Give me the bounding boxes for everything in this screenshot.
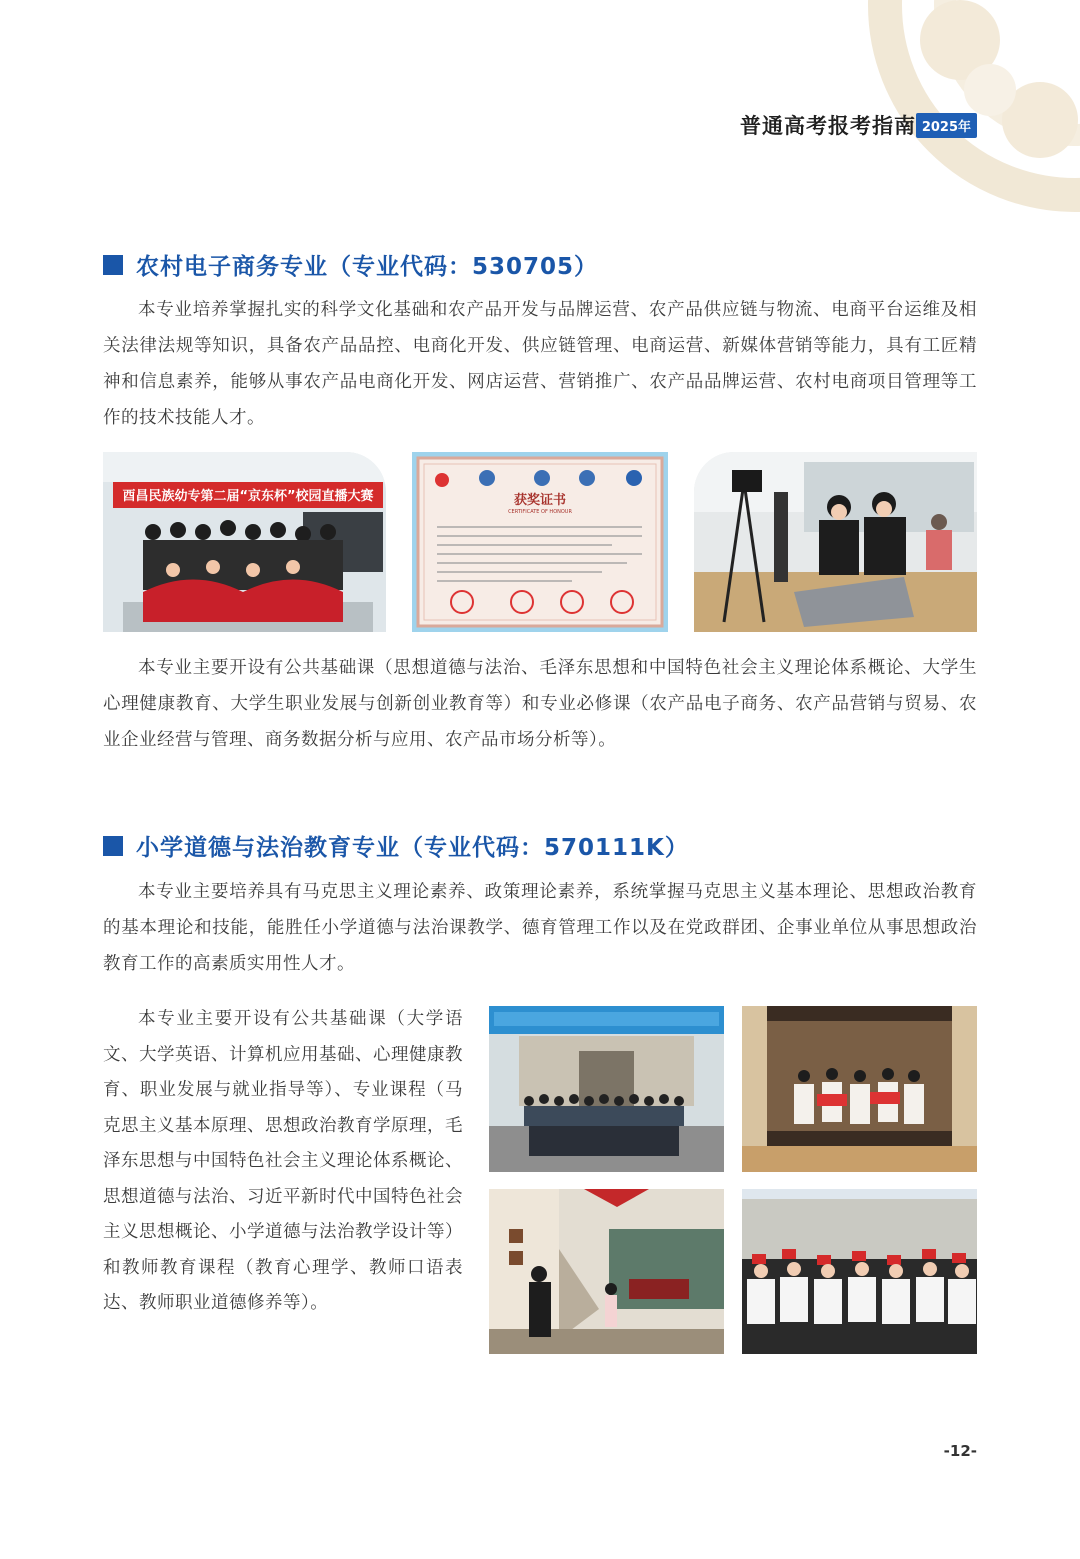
banner-text: 酉昌民族幼专第二届“京东杯”校园直播大赛 — [122, 489, 374, 504]
moral-law-intro-paragraph: 本专业主要培养具有马克思主义理论素养、政策理论素养，系统掌握马克思主义基本理论、思想政治教育的基本理论和技能，能胜任小学道德与法治课教学、德育管理工作以及在党政群团、企事业单位从事思想政治教育工作的高素质实用性人才。 — [103, 882, 977, 974]
ecommerce-intro-paragraph: 本专业培养掌握扎实的科学文化基础和农产品开发与品牌运营、农产品供应链与物流、电商平台运维及相关法律法规等知识，具备农产品品控、电商化开发、供应链管理、电商运营、新媒体营销等能力，具有工匠精神和信息素养，能够从事农产品电商化开发、网店运营、营销推广、农产品品牌运营、农村电商项目管理等工作的技术技能人才。 — [103, 300, 977, 428]
livestream-studio-photo — [694, 452, 977, 632]
section-heading-text: 农村电子商务专业（专业代码：530705） — [136, 254, 599, 280]
page-number: -12- — [943, 1442, 977, 1460]
heading-square-icon — [103, 255, 123, 275]
certificate-title: 获奖证书 — [513, 493, 567, 508]
award-certificate-photo — [412, 452, 668, 632]
guide-title: 普通高考报考指南 — [740, 114, 916, 138]
section-heading-text: 小学道德与法治教育专业（专业代码：570111K） — [136, 835, 689, 861]
school-group-photo — [489, 1006, 724, 1172]
year-badge: 2025年 — [916, 113, 977, 138]
section-heading-moral-law — [103, 829, 689, 862]
moral-law-courses-paragraph: 本专业主要开设有公共基础课（大学语文、大学英语、计算机应用基础、心理健康教育、职业发展与就业指导等）、专业课程（马克思主义基本原理、思想政治教育学原理，毛泽东思想与中国特色社会主义理论体系概论、思想道德与法治、习近平新时代中国特色社会主义思想概论、小学道德与法治教学设计等）和教师教育课程（教育心理学、教师口语表达、教师职业道德修养等）。 — [103, 1009, 463, 1313]
flag-ceremony-photo — [742, 1189, 977, 1354]
livestream-contest-photo — [103, 452, 386, 632]
certificate-subtitle: CERTIFICATE OF HONOUR — [508, 509, 572, 515]
museum-visit-photo — [489, 1189, 724, 1354]
heading-square-icon — [103, 836, 123, 856]
exhibition-hall-photo — [742, 1006, 977, 1172]
section-heading-ecommerce — [103, 248, 598, 281]
ecommerce-courses-paragraph: 本专业主要开设有公共基础课（思想道德与法治、毛泽东思想和中国特色社会主义理论体系概论、大学生心理健康教育、大学生职业发展与创新创业教育等）和专业必修课（农产品电子商务、农产品营销与贸易、农业企业经营与管理、商务数据分析与应用、农产品市场分析等）。 — [103, 658, 977, 750]
